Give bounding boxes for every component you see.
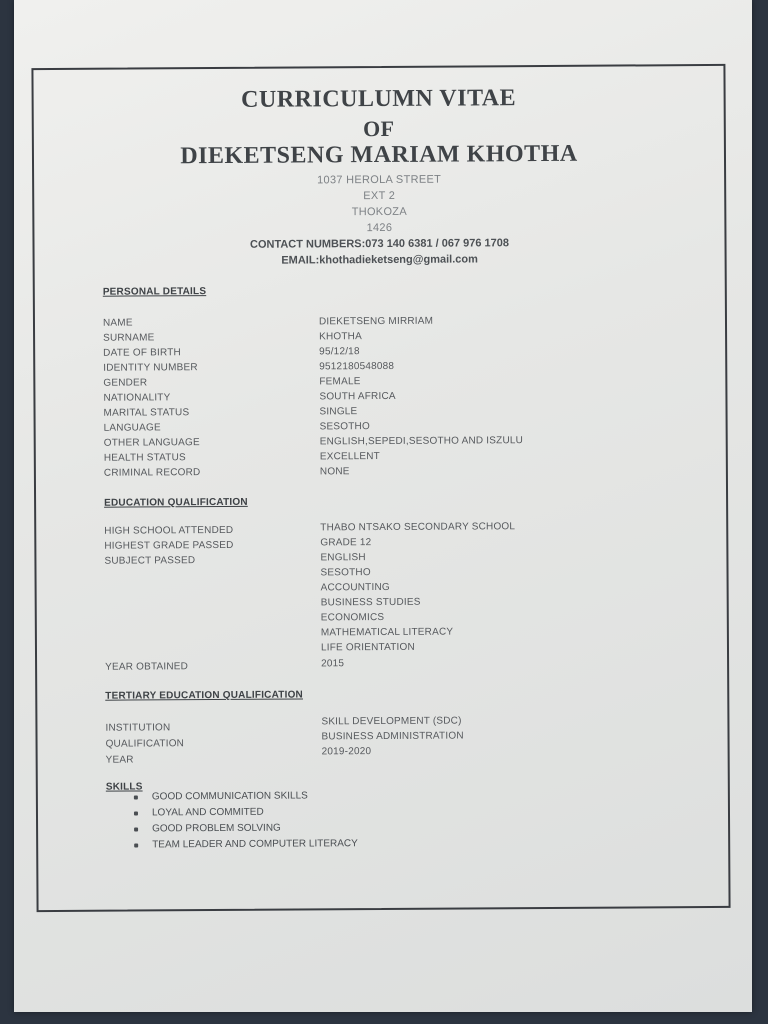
cv-title: CURRICULUMN VITAE (241, 85, 517, 113)
skill-item: GOOD PROBLEM SOLVING (130, 822, 358, 839)
personal-details-heading: PERSONAL DETAILS (102, 286, 207, 298)
cv-title-of: OF (362, 115, 395, 142)
personal-value: SESOTHO (319, 421, 370, 433)
skill-item: LOYAL AND COMMITED (130, 806, 358, 823)
contact-numbers: CONTACT NUMBERS:073 140 6381 / 067 976 1708 (249, 237, 510, 251)
subjects-label: SUBJECT PASSED (104, 555, 196, 567)
personal-value: SINGLE (319, 406, 358, 418)
high-school-value: THABO NTSAKO SECONDARY SCHOOL (320, 521, 516, 534)
skills-heading: SKILLS (105, 781, 143, 793)
personal-label: OTHER LANGUAGE (103, 437, 200, 449)
subject-item: ECONOMICS (320, 611, 385, 624)
subject-item: ACCOUNTING (320, 581, 390, 594)
personal-value: 95/12/18 (319, 346, 360, 358)
personal-label: IDENTITY NUMBER (103, 362, 198, 374)
address-postal-code: 1426 (366, 221, 393, 235)
skills-list (130, 790, 358, 855)
subject-item: ENGLISH (320, 552, 366, 564)
personal-label: CRIMINAL RECORD (103, 467, 201, 479)
applicant-name: DIEKETSENG MARIAM KHOTHA (180, 140, 578, 170)
skill-item: TEAM LEADER AND COMPUTER LITERACY (130, 838, 358, 855)
qualification-value: BUSINESS ADMINISTRATION (321, 730, 464, 743)
personal-value: FEMALE (319, 376, 361, 388)
personal-value: EXCELLENT (319, 451, 380, 463)
address-town: THOKOZA (351, 205, 407, 219)
tertiary-year-value: 2019-2020 (321, 746, 372, 758)
page-border (31, 64, 730, 912)
institution-value: SKILL DEVELOPMENT (SDC) (321, 715, 462, 728)
subject-item: MATHEMATICAL LITERACY (320, 626, 454, 639)
personal-value: KHOTHA (319, 331, 362, 343)
personal-label: HEALTH STATUS (103, 452, 186, 464)
personal-value: NONE (319, 466, 350, 478)
personal-label: NATIONALITY (103, 392, 171, 404)
tertiary-year-label: YEAR (105, 754, 134, 766)
personal-label: GENDER (103, 377, 148, 389)
personal-label: MARITAL STATUS (103, 407, 190, 419)
skill-item: GOOD COMMUNICATION SKILLS (130, 790, 358, 807)
personal-label: LANGUAGE (103, 422, 161, 434)
institution-label: INSTITUTION (105, 722, 171, 734)
year-obtained-label: YEAR OBTAINED (105, 661, 189, 673)
year-obtained-value: 2015 (321, 658, 345, 670)
highest-grade-value: GRADE 12 (320, 537, 372, 549)
education-heading: EDUCATION QUALIFICATION (104, 496, 248, 509)
personal-value: 9512180548088 (319, 360, 395, 373)
address-extension: EXT 2 (363, 189, 396, 203)
subject-item: SESOTHO (320, 567, 371, 579)
high-school-label: HIGH SCHOOL ATTENDED (104, 524, 234, 537)
personal-label: DATE OF BIRTH (103, 347, 182, 359)
address-street: 1037 HEROLA STREET (317, 173, 442, 187)
cv-paper (14, 0, 752, 1012)
personal-value: ENGLISH,SEPEDI,SESOTHO AND ISZULU (319, 435, 524, 448)
highest-grade-label: HIGHEST GRADE PASSED (104, 539, 234, 552)
qualification-label: QUALIFICATION (105, 738, 185, 750)
personal-label: SURNAME (103, 332, 155, 344)
email-address: EMAIL:khothadieketseng@gmail.com (281, 253, 478, 267)
personal-value: DIEKETSENG MIRRIAM (318, 315, 434, 328)
subject-item: LIFE ORIENTATION (320, 641, 415, 654)
subject-item: BUSINESS STUDIES (320, 596, 421, 609)
personal-label: NAME (102, 317, 133, 329)
tertiary-heading: TERTIARY EDUCATION QUALIFICATION (105, 689, 303, 702)
personal-value: SOUTH AFRICA (319, 390, 396, 403)
